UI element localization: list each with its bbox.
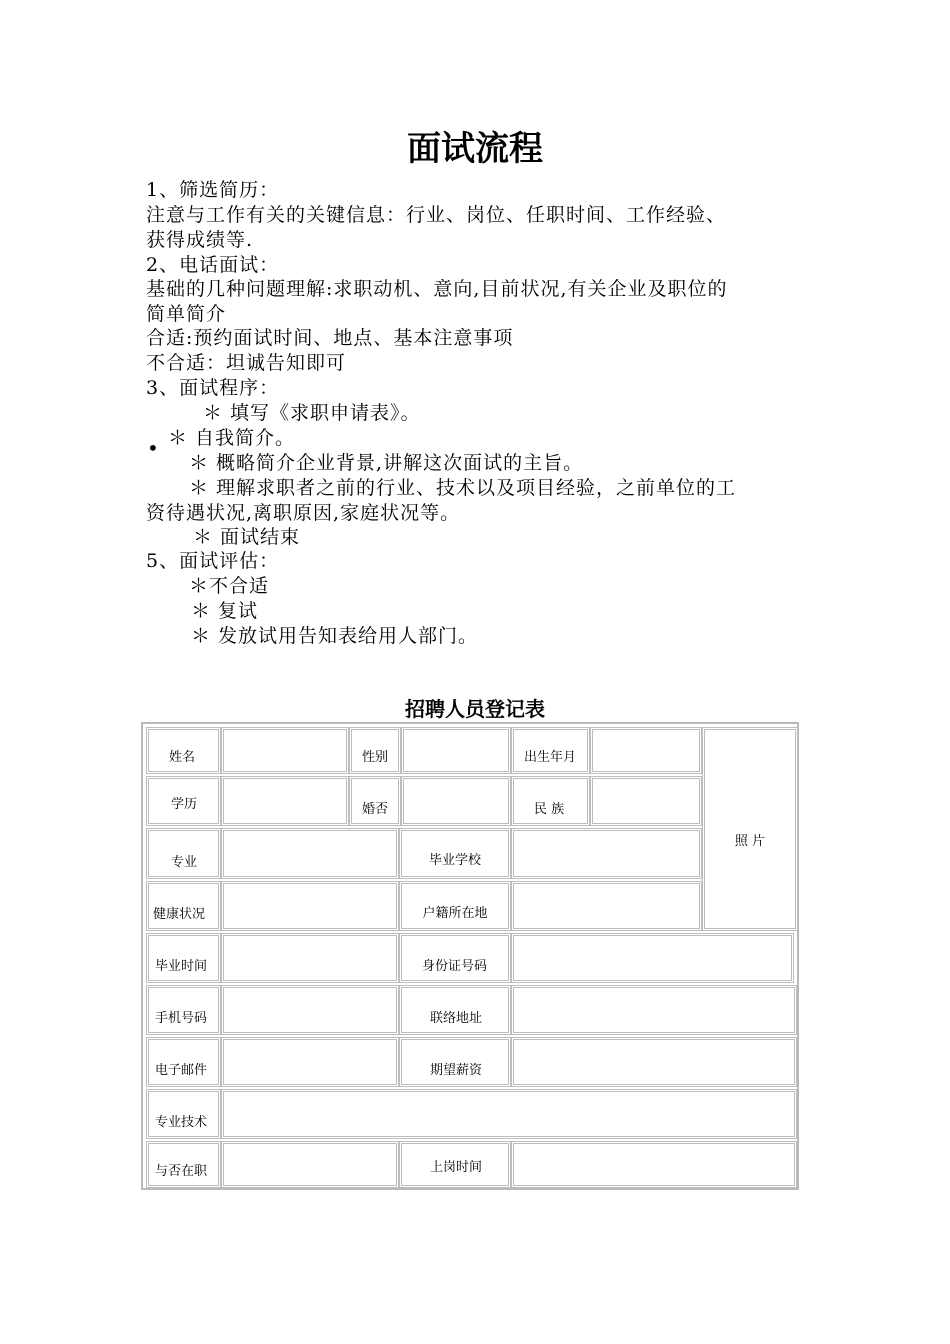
bullet-dot-icon: • [147, 436, 159, 460]
label-start-time: 上岗时间 [430, 1160, 483, 1175]
page-title: 面试流程 [407, 129, 543, 169]
text-line: 资待遇状况,离职原因,家庭状况等。 [146, 502, 461, 524]
field-name[interactable] [221, 727, 349, 774]
label-address: 联络地址 [430, 1011, 483, 1026]
label-salary: 期望薪资 [430, 1063, 483, 1078]
section-3-heading: 3、面试程序： [146, 377, 280, 399]
list-item: ＊ 理解求职者之前的行业、技术以及项目经验，之前单位的工 [189, 477, 737, 499]
label-mobile: 手机号码 [155, 1011, 208, 1026]
label-cell-major [146, 828, 221, 879]
label-cell-id-number [399, 933, 511, 983]
label-cell-gender [349, 727, 401, 774]
list-item: ＊ 填写《求职申请表》。 [203, 402, 421, 424]
label-cell-start-time [399, 1141, 511, 1188]
label-cell-household [399, 881, 511, 931]
label-cell-birth [511, 727, 590, 774]
label-skills: 专业技术 [155, 1115, 208, 1130]
text-line: 简单简介 [146, 303, 227, 325]
label-cell-mobile [146, 985, 221, 1035]
label-cell-grad-time [146, 933, 221, 983]
field-major[interactable] [221, 828, 399, 879]
field-school[interactable] [511, 828, 702, 879]
field-address[interactable] [511, 985, 797, 1035]
label-marital: 婚否 [362, 802, 389, 817]
field-email[interactable] [221, 1037, 399, 1087]
section-2-heading: 2、电话面试： [146, 254, 280, 276]
section-5-heading: 5、面试评估： [146, 550, 280, 572]
field-ethnicity[interactable] [590, 776, 702, 826]
label-school: 毕业学校 [428, 853, 481, 868]
label-cell-health [146, 881, 221, 931]
label-gender: 性别 [362, 750, 389, 765]
label-cell-skills [146, 1089, 221, 1139]
field-skills[interactable] [221, 1089, 797, 1139]
section-1-heading: 1、筛选简历： [146, 179, 280, 201]
text-line: 不合适：坦诚告知即可 [146, 352, 347, 374]
list-item: ＊ 面试结束 [193, 526, 301, 548]
text-line: 基础的几种问题理解:求职动机、意向,目前状况,有关企业及职位的 [146, 278, 728, 300]
field-marital[interactable] [401, 776, 511, 826]
label-cell-marital [349, 776, 401, 826]
label-household: 户籍所在地 [422, 906, 488, 921]
field-id-number[interactable] [511, 933, 794, 983]
text-line: 获得成绩等. [146, 229, 254, 251]
text-line: 注意与工作有关的关键信息：行业、岗位、任职时间、工作经验、 [146, 204, 727, 226]
label-education: 学历 [171, 797, 198, 812]
field-household[interactable] [511, 881, 702, 931]
label-cell-email [146, 1037, 221, 1087]
label-major: 专业 [171, 855, 198, 870]
label-id-number: 身份证号码 [422, 959, 488, 974]
label-email: 电子邮件 [155, 1063, 208, 1078]
label-health: 健康状况 [153, 907, 206, 922]
photo-cell[interactable] [702, 727, 798, 931]
label-cell-name [146, 727, 221, 774]
label-cell-ethnicity [511, 776, 590, 826]
field-education[interactable] [221, 776, 349, 826]
field-grad-time[interactable] [221, 933, 399, 983]
field-start-time[interactable] [511, 1141, 797, 1188]
field-mobile[interactable] [221, 985, 399, 1035]
label-cell-address [399, 985, 511, 1035]
label-cell-employed [146, 1141, 221, 1188]
field-salary[interactable] [511, 1037, 797, 1087]
label-cell-salary [399, 1037, 511, 1087]
field-health[interactable] [221, 881, 399, 931]
field-gender[interactable] [401, 727, 511, 774]
list-item: ＊不合适 [189, 575, 270, 597]
text-line: 合适:预约面试时间、地点、基本注意事项 [146, 327, 514, 349]
field-employed[interactable] [221, 1141, 399, 1188]
form-title: 招聘人员登记表 [405, 697, 545, 721]
label-name: 姓名 [169, 750, 196, 765]
label-photo: 照 片 [734, 834, 766, 849]
list-item: ＊ 复试 [191, 600, 259, 622]
label-grad-time: 毕业时间 [155, 959, 208, 974]
field-birth[interactable] [590, 727, 702, 774]
list-item: ＊ 自我简介。 [168, 427, 296, 449]
label-ethnicity: 民 族 [534, 802, 565, 817]
label-cell-education [146, 776, 221, 826]
label-birth: 出生年月 [524, 750, 577, 765]
list-item: ＊ 概略简介企业背景,讲解这次面试的主旨。 [189, 452, 584, 474]
list-item: ＊ 发放试用告知表给用人部门。 [191, 625, 479, 647]
label-employed: 与否在职 [155, 1164, 208, 1179]
label-cell-school [399, 828, 511, 879]
